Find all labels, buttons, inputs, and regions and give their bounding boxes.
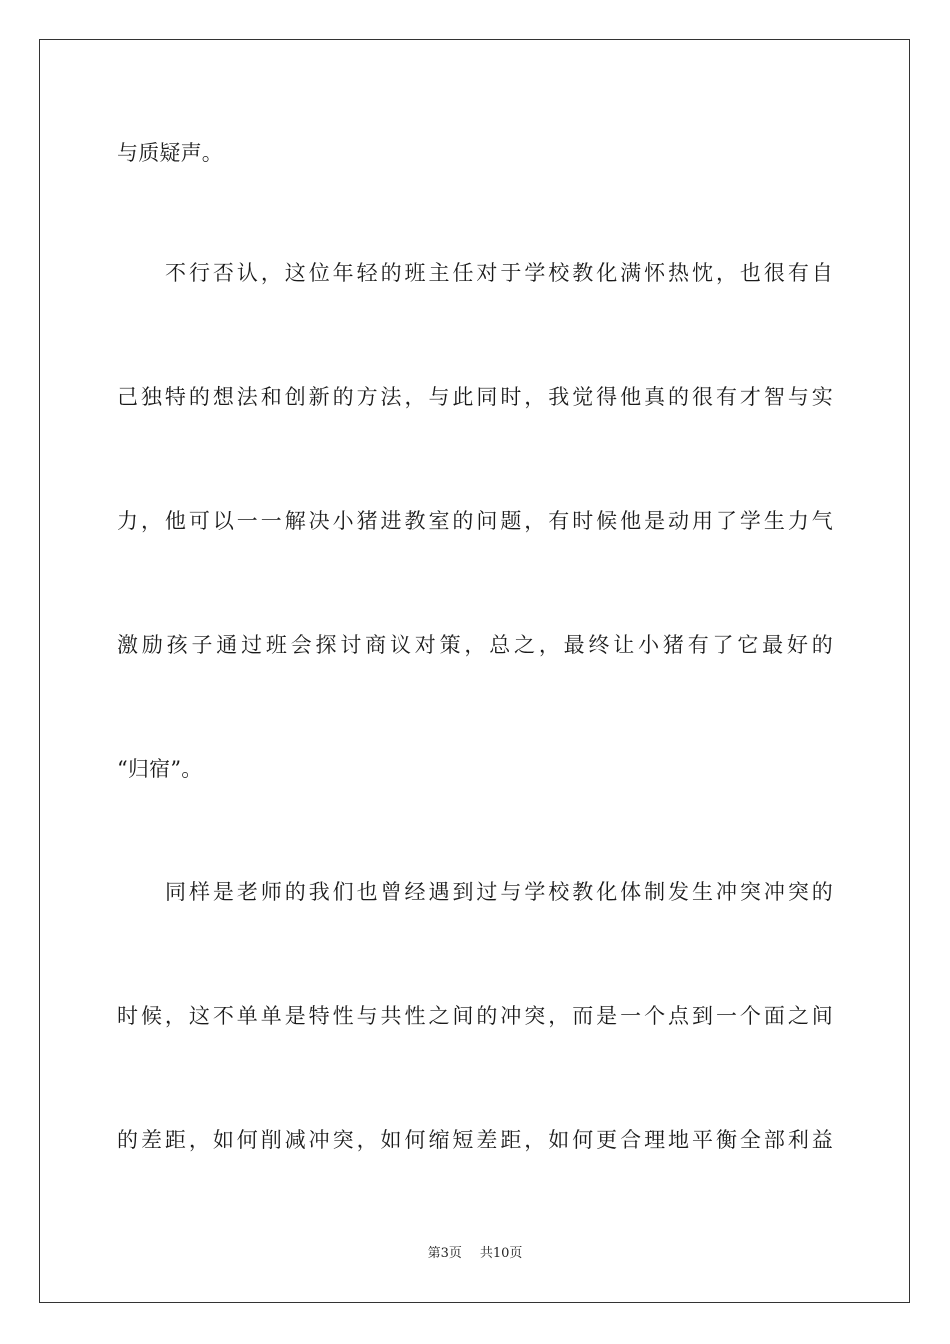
page-border [39, 39, 910, 1303]
paragraph-start-line-2: 同样是老师的我们也曾经遇到过与学校教化体制发生冲突冲突的 [165, 880, 833, 904]
text-line-1: 与质疑声。 [117, 141, 223, 165]
page-total: 共10页 [479, 1246, 523, 1261]
page-number: 第3页 [427, 1246, 462, 1261]
page-footer [0, 1245, 950, 1263]
text-line-3: 己独特的想法和创新的方法，与此同时，我觉得他真的很有才智与实 [117, 385, 833, 409]
text-line-4: 力，他可以一一解决小猪进教室的问题，有时候他是动用了学生力气 [117, 509, 833, 533]
text-line-8: 时候，这不单单是特性与共性之间的冲突，而是一个点到一个面之间 [117, 1004, 833, 1028]
text-line-6: “归宿”。 [117, 757, 203, 781]
text-line-9: 的差距，如何削减冲突，如何缩短差距，如何更合理地平衡全部利益 [117, 1128, 833, 1152]
text-line-5: 激励孩子通过班会探讨商议对策，总之，最终让小猪有了它最好的 [117, 633, 833, 657]
paragraph-start-line: 不行否认，这位年轻的班主任对于学校教化满怀热忱，也很有自 [165, 261, 833, 285]
